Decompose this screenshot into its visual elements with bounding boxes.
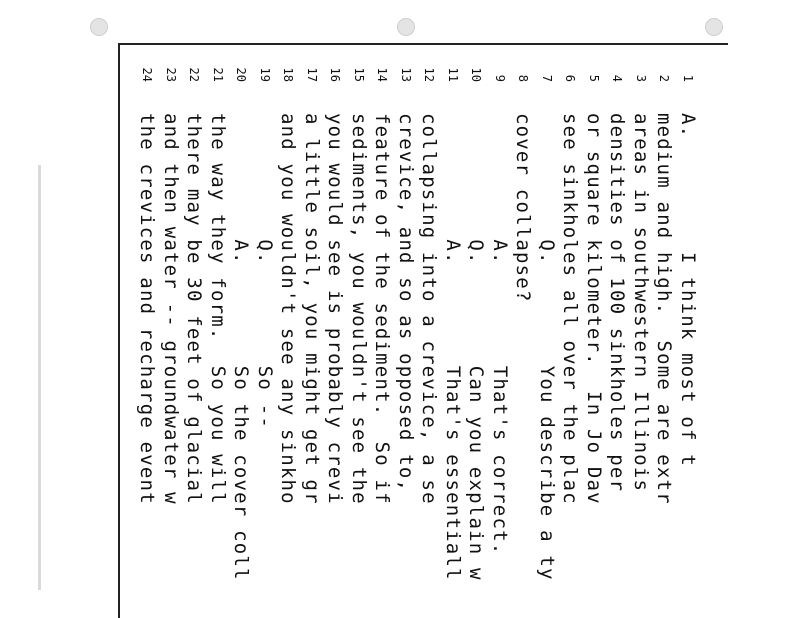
line-text: the way they form. So you will [207,113,229,505]
transcript-page [130,58,700,618]
line-number: 19 [258,67,272,82]
line-text: there may be 30 feet of glacial [183,113,206,505]
line-number: 15 [352,67,366,82]
page-frame-top [118,43,728,45]
line-number: 22 [187,67,202,82]
line-text: Q. Can you explain w [465,113,488,581]
line-text: see sinkholes all over the plac [559,113,582,505]
line-text: and you wouldn't see any sinkho [277,113,300,505]
line-number: 9 [493,74,507,82]
line-number: 16 [328,67,343,82]
line-text: cover collapse? [512,113,535,303]
line-number: 11 [446,67,460,82]
line-number: 21 [211,67,225,82]
line-text: or square kilometer. In Jo Dav [583,113,605,505]
line-number: 1 [681,74,695,82]
line-number: 7 [540,74,554,82]
line-number: 18 [281,67,296,82]
line-number: 12 [422,67,437,82]
line-text: you would see is probably crevi [324,113,347,505]
line-text: Q. You describe a ty [536,113,558,581]
line-number: 2 [657,74,672,82]
line-text: areas in southwestern Illinois [630,113,652,493]
line-text: collapsing into a crevice, a se [418,113,441,505]
line-number: 8 [516,74,531,82]
line-text: the crevices and recharge event [136,113,159,505]
line-text: sediments, you wouldn't see the [348,113,370,505]
line-text: feature of the sediment. So if [371,113,394,505]
line-text: A. That's correct. [489,113,511,556]
line-number: 3 [634,74,648,82]
page-frame-left [118,43,120,618]
line-number: 4 [610,74,625,82]
line-text: A. So the cover coll [230,113,253,581]
punch-hole-left [90,18,108,36]
line-text: crevice, and so as opposed to, [395,113,417,493]
line-text: A. I think most of t [677,113,699,467]
line-text: and then water -- groundwater w [160,113,182,505]
line-text: medium and high. Some are extr [653,113,676,505]
line-number: 20 [234,67,249,82]
line-number: 14 [375,67,390,82]
page-edge [38,165,41,590]
line-text: A. That's essentiall [442,113,464,581]
line-number: 5 [587,74,601,82]
line-text: densities of 100 sinkholes per [606,113,629,493]
line-number: 10 [469,67,484,82]
line-text: Q. So -- [254,113,276,429]
line-number: 6 [563,74,578,82]
line-number: 23 [164,67,178,82]
line-text: a little soil, you might get gr [301,113,323,505]
line-number: 24 [140,67,155,82]
line-number: 17 [305,67,319,82]
punch-hole-center [397,18,415,36]
line-number: 13 [399,67,413,82]
punch-hole-right [705,18,723,36]
